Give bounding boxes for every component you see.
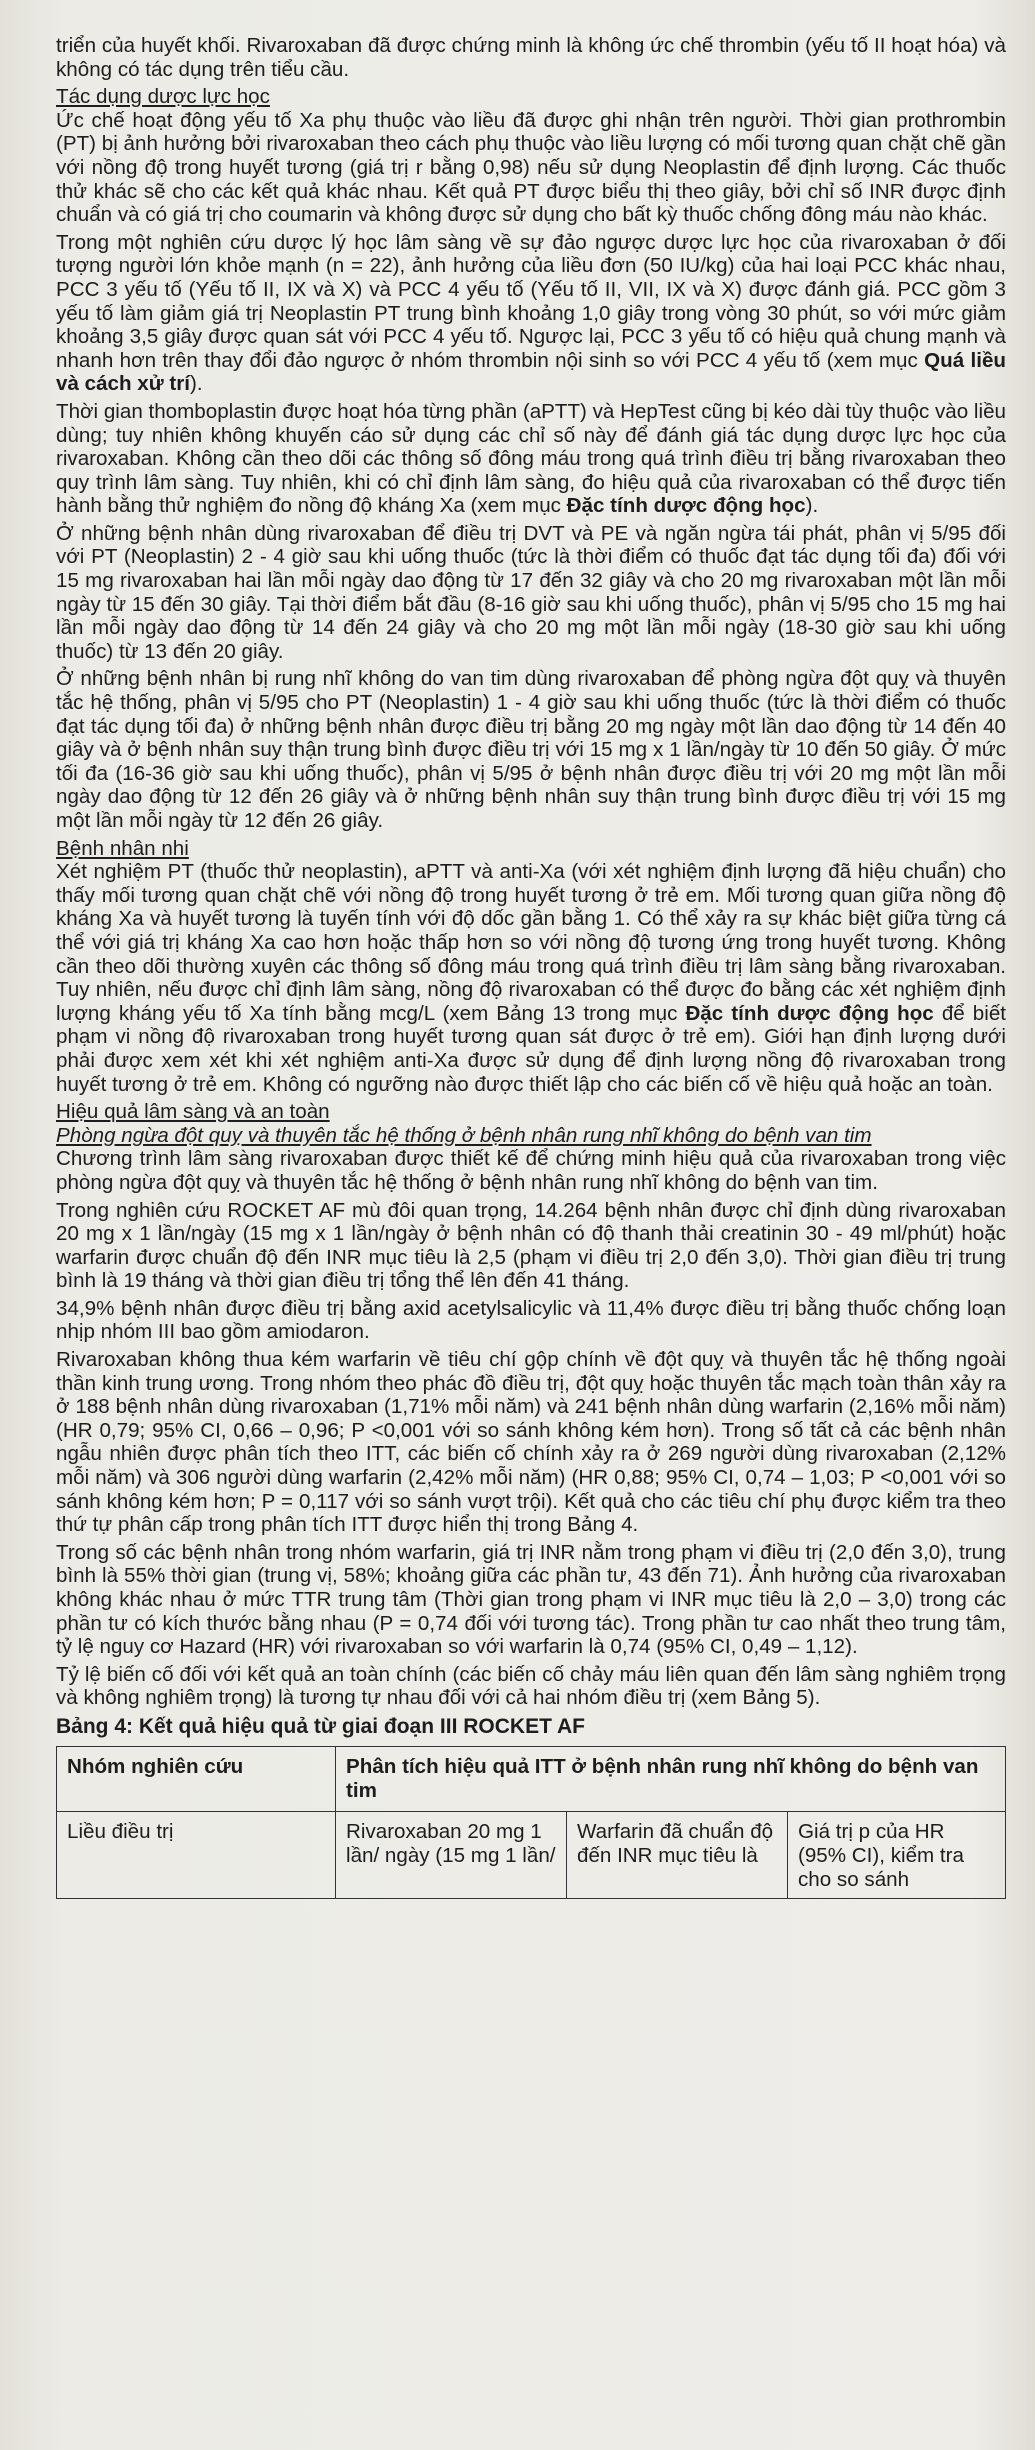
table-header-group: Nhóm nghiên cứu [57,1746,336,1811]
results-table [56,1746,1006,1899]
ref-pharmacokinetics: Đặc tính dược động học [566,494,806,518]
document-body [56,34,1006,1899]
heading-stroke-prevention: Phòng ngừa đột quỵ và thuyên tắc hệ thống ở bệnh nhân rung nhĩ không do bệnh van tim [56,1123,872,1147]
paragraph-noninferiority: Rivaroxaban không thua kém warfarin về tiêu chí gộp chính về đột quỵ và thuyên tắc hệ thống ngoài thần kinh trung ương. Trong nhóm theo phác đồ điều trị, đột quỵ hoặc thuyên tắc mạch toàn thân xảy ra ở 188 bệnh nhân dùng rivaroxaban (1,71% mỗi năm) và 241 bệnh nhân dùng warfarin (2,16% mỗi năm) (HR 0,79; 95% CI, 0,66 – 0,96; P <0,001 với so sánh không kém hơn). Trong số tất cả các bệnh nhân ngẫu nhiên được phân tích theo ITT, các biến cố chính xảy ra ở 269 người dùng rivaroxaban (2,12% mỗi năm) và 306 người dùng warfarin (2,42% mỗi năm) (HR 0,88; 95% CI, 0,74 – 1,03; P <0,001 với so sánh không kém hơn; P = 0,117 với so sánh vượt trội). Kết quả cho các tiêu chí phụ được kiểm tra theo thứ tự phân cấp trong phân tích ITT được hiển thị trong Bảng 4. [56,1348,1006,1537]
table-header-row [57,1746,1006,1811]
table-cell-rivaroxaban: Rivaroxaban 20 mg 1 lần/ ngày (15 mg 1 lần/ [336,1811,567,1898]
table-cell-dose-label: Liều điều trị [57,1811,336,1898]
paragraph-pd-2-text: Trong một nghiên cứu dược lý học lâm sàng về sự đảo ngược dược lực học của rivaroxaban ở đối tượng người lớn khỏe mạnh (n = 22), ảnh hưởng của liều đơn (50 IU/kg) của hai loại PCC khác nhau, PCC 3 yếu tố (Yếu tố II, IX và X) và PCC 4 yếu tố (Yếu tố II, VII, IX và X) được đánh giá. PCC gồm 3 yếu tố làm giảm giá trị Neoplastin PT trung bình khoảng 1,0 giây trong vòng 30 phút, so với mức giảm khoảng 3,5 giây được quan sát với PCC 4 yếu tố. Ngược lại, PCC 3 yếu tố có hiệu quả chung mạnh và nhanh hơn trên thay đổi đảo ngược ở nhóm thrombin nội sinh so với PCC 4 yếu tố (xem mục [56,230,1006,372]
paragraph-pd-1: Ức chế hoạt động yếu tố Xa phụ thuộc vào liều đã được ghi nhận trên người. Thời gian prothrombin (PT) bị ảnh hưởng bởi rivaroxaban theo cách phụ thuộc vào liều lượng có mối tương quan chặt chẽ gần với nồng độ trong huyết tương (giá trị r bằng 0,98) nếu sử dụng Neoplastin để định lượng. Các thuốc thử khác sẽ cho các kết quả khác nhau. Kết quả PT được biểu thị theo giây, bởi chỉ số INR được định chuẩn và có giá trị cho coumarin và không được sử dụng cho bất kỳ thuốc chống đông máu nào khác. [56,108,1006,227]
ref-overdose: Quá liều và cách xử trí [56,348,1006,396]
ref-pharmacokinetics-2: Đặc tính dược động học [685,1001,934,1025]
paragraph-rocket-af: Trong nghiên cứu ROCKET AF mù đôi quan trọng, 14.264 bệnh nhân được chỉ định dùng rivaroxaban 20 mg x 1 lần/ngày (15 mg x 1 lần/ngày ở bệnh nhân có độ thanh thải creatinin 30 - 49 ml/phút) hoặc warfarin được chuẩn độ đến INR mục tiêu là 2,5 (phạm vi điều trị 2,0 đến 3,0). Thời gian điều trị trung bình là 19 tháng và thời gian điều trị tổng thể lên đến 41 tháng. [56,1198,1006,1293]
paragraph-pediatric-end: để biết phạm vi nồng độ rivaroxaban trong huyết tương quan sát được ở trẻ em). Giới hạn định lượng dưới phải được xem xét khi xét nghiệm anti-Xa được sử dụng để định lượng nồng độ rivaroxaban trong huyết tương ở trẻ em. Không có ngưỡng nào được thiết lập cho các biến cố về hiệu quả hoặc an toàn. [56,1001,1006,1096]
paragraph-pediatric-text: Xét nghiệm PT (thuốc thử neoplastin), aPTT và anti-Xa (với xét nghiệm định lượng đã hiệu chuẩn) cho thấy mối tương quan chặt chẽ với nồng độ trong huyết tương ở trẻ em. Mối tương quan giữa nồng độ kháng Xa và huyết tương là tuyến tính với độ dốc gần bằng 1. Có thể xảy ra sự khác biệt giữa từng cá thể với giá trị kháng Xa cao hơn hoặc thấp hơn so với nồng độ tương ứng trong huyết tương. Không cần theo dõi thường xuyên các thông số đông máu trong quá trình điều trị lâm sàng bằng rivaroxaban. Tuy nhiên, nếu được chỉ định lâm sàng, nồng độ rivaroxaban có thể được đo bằng các xét nghiệm định lượng kháng yếu tố Xa tính bằng mcg/L (xem Bảng 13 trong mục [56,860,1006,1025]
table-title: Bảng 4: Kết quả hiệu quả từ giai đoạn III ROCKET AF [56,1714,585,1738]
paragraph-intro: triển của huyết khối. Rivaroxaban đã được chứng minh là không ức chế thrombin (yếu tố II hoạt hóa) và không có tác dụng trên tiểu cầu. [56,34,1006,81]
paragraph-pd-3 [56,400,1006,518]
paragraph-pd-2-end: ). [189,372,203,396]
paragraph-pd-3-end: ). [805,494,819,518]
table-row [57,1811,1006,1898]
paragraph-dvt-pe: Ở những bệnh nhân dùng rivaroxaban để điều trị DVT và PE và ngăn ngừa tái phát, phân vị 5/95 đối với PT (Neoplastin) 2 - 4 giờ sau khi uống thuốc (tức là thời điểm có thuốc đạt tác dụng tối đa) đối với 15 mg rivaroxaban hai lần mỗi ngày dao động từ 17 đến 32 giây và cho 20 mg rivaroxaban một lần mỗi ngày từ 15 đến 30 giây. Tại thời điểm bắt đầu (8-16 giờ sau khi uống thuốc), phân vị 5/95 cho 15 mg hai lần mỗi ngày dao động từ 14 đến 24 giây và cho 20 mg một lần mỗi ngày (18-30 giờ sau khi uống thuốc) từ 13 đến 20 giây. [56,521,1006,663]
heading-pharmacodynamics: Tác dụng dược lực học [56,85,270,109]
paragraph-pd-2 [56,231,1006,396]
paragraph-program: Chương trình lâm sàng rivaroxaban được thiết kế để chứng minh hiệu quả của rivaroxaban trong việc phòng ngừa đột quỵ và thuyên tắc hệ thống ở bệnh nhân rung nhĩ không do bệnh van tim. [56,1147,1006,1194]
paragraph-asa: 34,9% bệnh nhân được điều trị bằng axid acetylsalicylic và 11,4% được điều trị bằng thuốc chống loạn nhịp nhóm III bao gồm amiodaron. [56,1296,1006,1344]
paragraph-safety: Tỷ lệ biến cố đối với kết quả an toàn chính (các biến cố chảy máu liên quan đến lâm sàng nghiêm trọng và không nghiêm trọng) là tương tự nhau đối với cả hai nhóm điều trị (xem Bảng 5). [56,1662,1006,1710]
paragraph-pd-3-text: Thời gian thomboplastin được hoạt hóa từng phần (aPTT) và HepTest cũng bị kéo dài tùy thuộc vào liều dùng; tuy nhiên không khuyến cáo sử dụng các chỉ số này để đánh giá tác dụng dược lực học của rivaroxaban. Không cần theo dõi các thông số đông máu trong quá trình điều trị bằng rivaroxaban theo quy trình lâm sàng. Tuy nhiên, khi có chỉ định lâm sàng, đo hiệu quả của rivaroxaban có thể được tiến hành bằng thử nghiệm đo nồng độ kháng Xa (xem mục [56,399,1006,518]
heading-efficacy-safety: Hiệu quả lâm sàng và an toàn [56,1100,330,1124]
paragraph-pediatric [56,860,1006,1096]
table-cell-warfarin: Warfarin đã chuẩn độ đến INR mục tiêu là [567,1811,788,1898]
table-cell-p-value: Giá trị p của HR (95% CI), kiểm tra cho so sánh [788,1811,1006,1898]
paragraph-af: Ở những bệnh nhân bị rung nhĩ không do van tim dùng rivaroxaban để phòng ngừa đột quỵ và thuyên tắc hệ thống, phân vị 5/95 cho PT (Neoplastin) 1 - 4 giờ sau khi uống thuốc (tức là thời điểm có thuốc đạt tác dụng tối đa) ở những bệnh nhân được điều trị bằng 20 mg ngày một lần dao động từ 14 đến 40 giây và ở bệnh nhân suy thận trung bình được điều trị với 15 mg x 1 lần/ngày từ 10 đến 50 giây. Ở mức tối đa (16-36 giờ sau khi uống thuốc), phân vị 5/95 ở bệnh nhân được điều trị với 20 mg một lần mỗi ngày dao động từ 12 đến 26 giây và ở những bệnh nhân suy thận trung bình được điều trị với 15 mg một lần mỗi ngày từ 12 đến 26 giây. [56,667,1006,832]
table-header-analysis: Phân tích hiệu quả ITT ở bệnh nhân rung nhĩ không do bệnh van tim [336,1746,1006,1811]
paragraph-inr: Trong số các bệnh nhân trong nhóm warfarin, giá trị INR nằm trong phạm vi điều trị (2,0 đến 3,0), trung bình là 55% thời gian (trung vị, 58%; khoảng giữa các phần tư, 43 đến 71). Ảnh hưởng của rivaroxaban không khác nhau ở mức TTR trung tâm (Thời gian trong phạm vi INR mục tiêu là 2,0 – 3,0) trong các phần tư có kích thước bằng nhau (P = 0,74 đối với tương tác). Trong phần tư cao nhất theo trung tâm, tỷ lệ nguy cơ Hazard (HR) với rivaroxaban so với warfarin là 0,74 (95% CI, 0,49 – 1,12). [56,1540,1006,1659]
heading-pediatric: Bệnh nhân nhi [56,836,189,860]
